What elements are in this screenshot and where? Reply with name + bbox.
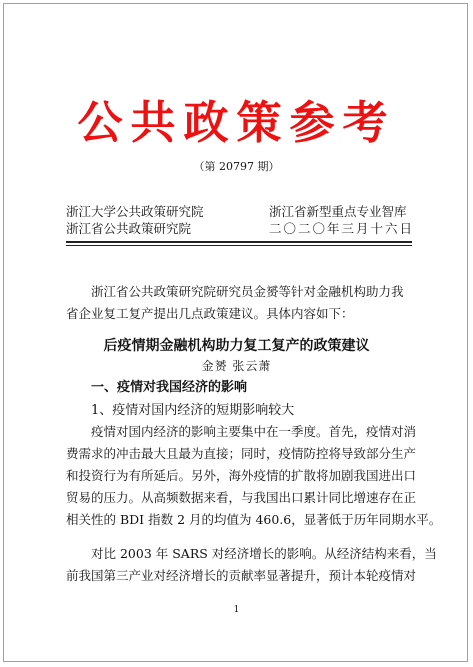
institution-name-1: 浙江大学公共政策研究院 (66, 204, 204, 219)
subsection-heading-1: 1、疫情对国内经济的短期影响较大 (91, 403, 295, 418)
header-rule-thin (66, 245, 412, 246)
masthead-title: 公共政策参考 (77, 96, 396, 149)
issue-number: （第 20797 期） (193, 160, 280, 173)
page-number: 1 (233, 605, 240, 615)
intro-paragraph (66, 281, 416, 325)
body-line: 疫情对国内经济的影响主要集中在一季度。首先，疫情对消 (91, 424, 417, 439)
issue-date: 二〇二〇年三月十六日 (269, 221, 415, 236)
body-paragraph-1 (66, 421, 442, 531)
body-paragraph-2 (66, 543, 437, 587)
article-title: 后疫情期金融机构助力复工复产的政策建议 (103, 338, 370, 354)
intro-line: 浙江省公共政策研究院研究员金赟等针对金融机构助力我 (91, 284, 404, 299)
body-line: 对比 2003 年 SARS 对经济增长的影响。从经济结构来看，当 (91, 546, 437, 561)
intro-line: 省企业复工复产提出几点政策建议。具体内容如下： (66, 306, 354, 321)
institution-name-2: 浙江省公共政策研究院 (66, 221, 192, 236)
think-tank-name: 浙江省新型重点专业智库 (269, 204, 407, 219)
body-line: 前我国第三产业对经济增长的贡献率显著提升，预计本轮疫情对 (66, 568, 417, 583)
section-heading-1: 一、疫情对我国经济的影响 (91, 380, 248, 395)
body-line: 费需求的冲击最大且最为直接；同时，疫情防控将导致部分生产 (66, 446, 417, 461)
body-line: 贸易的压力。从高频数据来看，与我国出口累计同比增速存在正 (66, 490, 417, 505)
article-authors: 金赟 张云萧 (201, 359, 272, 373)
body-line: 相关性的 BDI 指数 2 月的均值为 460.6，显著低于历年同期水平。 (66, 512, 442, 527)
body-line: 和投资行为有所延后。另外，海外疫情的扩散将加剧我国进出口 (66, 468, 417, 483)
header-rule-thick (66, 241, 412, 243)
